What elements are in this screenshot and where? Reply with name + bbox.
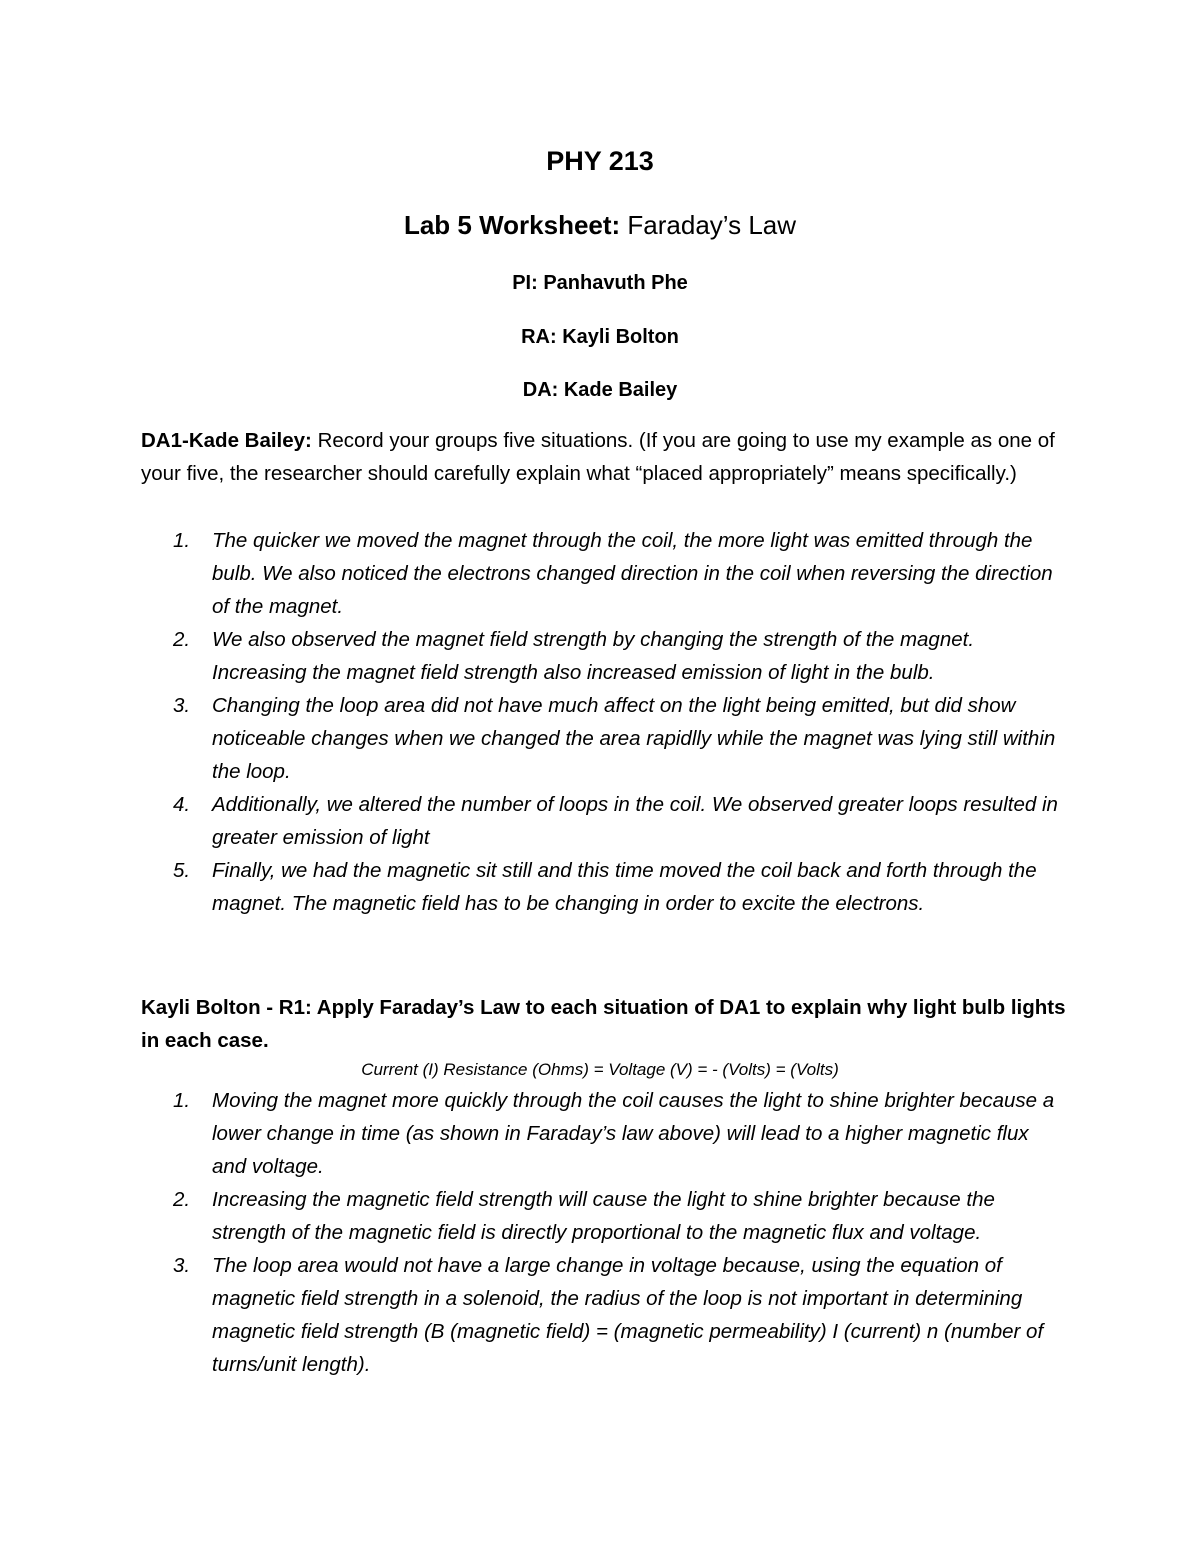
item-text: Additionally, we altered the number of loops in the coil. We observed greater loops resulted in greater emission of light [212,793,1058,849]
worksheet-title-rest: Faraday’s Law [620,210,797,240]
item-number: 1. [173,1089,191,1112]
worksheet-title [0,210,1200,241]
r1-prompt-text: Apply Faraday’s Law to each situation of DA1 to explain why light bulb lights in each case. [141,996,1066,1052]
list-item [0,689,1067,788]
da1-label: DA1-Kade Bailey: [141,429,312,452]
item-text: Moving the magnet more quickly through the coil causes the light to shine brighter because a lower change in time (as shown in Faraday’s law above) will lead to a higher magnetic flux and voltage. [212,1089,1055,1178]
item-text: The quicker we moved the magnet through the coil, the more light was emitted through the bulb. We also noticed the electrons changed direction in the coil when reversing the direction of the magnet. [212,529,1053,618]
r1-explanation-list [0,1084,1200,1381]
list-item [0,1249,1067,1381]
da1-situation-list [0,524,1200,920]
item-number: 4. [173,793,191,816]
list-item [0,854,1067,920]
list-item [0,788,1067,854]
list-item [0,1084,1067,1183]
item-text: We also observed the magnet field strength by changing the strength of the magnet. Increasing the magnet field strength also increased emission of light in the bulb. [212,628,975,684]
da-line: DA: Kade Bailey [522,379,678,401]
item-text: Changing the loop area did not have much affect on the light being emitted, but did show noticeable changes when we changed the area rapidlly while the magnet was lying still within the loop. [212,694,1056,783]
item-number: 2. [173,1188,191,1211]
item-number: 5. [173,859,191,882]
da1-prompt-text: Record your groups five situations. (If you are going to use my example as one of your five, the researcher should carefully explain what “placed appropriately” means specifically.) [141,429,1055,485]
pi-line: PI: Panhavuth Phe [512,272,688,294]
ra-line: RA: Kayli Bolton [521,326,679,348]
list-item [0,524,1067,623]
da1-prompt [141,424,1066,490]
item-text: The loop area would not have a large change in voltage because, using the equation of magnetic field strength in a solenoid, the radius of the loop is not important in determining magnetic field strength (B (magnetic field) = (magnetic permeability) I (current) n (number of turns/unit length). [212,1254,1044,1376]
item-number: 3. [173,1254,191,1277]
item-text: Increasing the magnetic field strength will cause the light to shine brighter because the strength of the magnetic field is directly proportional to the magnetic flux and voltage. [212,1188,995,1244]
course-code: PHY 213 [546,146,654,176]
r1-prompt [141,991,1066,1057]
r1-label: Kayli Bolton - R1: [141,996,312,1019]
worksheet-title-bold: Lab 5 Worksheet: [403,210,621,240]
list-item [0,623,1067,689]
item-number: 1. [173,529,191,552]
item-text: Finally, we had the magnetic sit still and this time moved the coil back and forth through the magnet. The magnetic field has to be changing in order to excite the electrons. [212,859,1037,915]
item-number: 3. [173,694,191,717]
faraday-formula: Current (I) Resistance (Ohms) = Voltage (V) = - (Volts) = (Volts) [361,1060,839,1079]
list-item [0,1183,1067,1249]
item-number: 2. [173,628,191,651]
